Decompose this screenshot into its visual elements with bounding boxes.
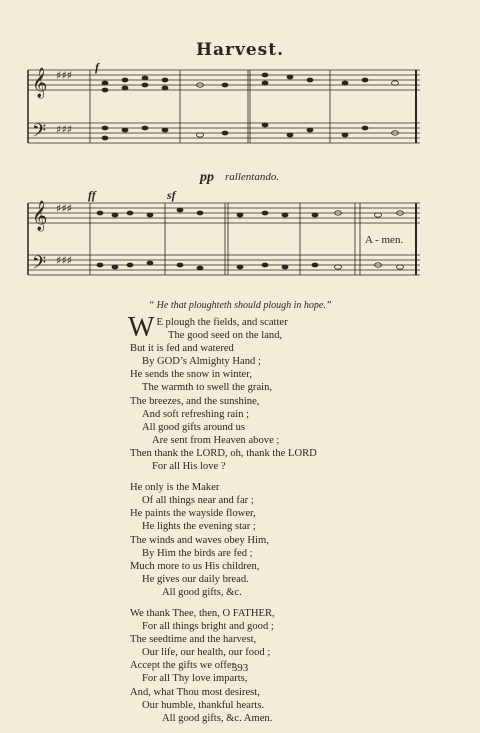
stanza-line: For all Thy love imparts, [142, 673, 248, 685]
stanza-line: For all things bright and good ; [142, 621, 274, 633]
svg-text:𝄢: 𝄢 [32, 121, 47, 146]
tempo-marking: rallentando. [225, 171, 280, 183]
stanza-line: The good seed on the land, [168, 330, 283, 342]
stanza-line: The warmth to swell the grain, [142, 382, 273, 394]
stanza-2 [130, 481, 450, 599]
amen-lyric: A - men. [365, 234, 404, 246]
epigraph: “ He that ploughteth should plough in hope.” [148, 300, 332, 311]
page-number: 393 [231, 662, 249, 674]
stanza-line: We thank Thee, then, O FATHER, [130, 607, 275, 619]
svg-text:♯♯♯: ♯♯♯ [56, 202, 72, 215]
stanza-line: But it is fed and watered [130, 343, 234, 355]
svg-text:𝄞: 𝄞 [32, 201, 48, 231]
stanza-line: For all His love ? [152, 461, 226, 473]
stanza-line: And soft refreshing rain ; [142, 408, 250, 420]
stanza-line: Then thank the LORD, oh, thank the LORD [130, 447, 317, 459]
dynamic-fortissimo: ff [88, 188, 96, 202]
stanza-line: The breezes, and the sunshine, [130, 395, 260, 407]
stanza-line: He lights the evening star ; [142, 521, 256, 533]
stanza-line: He sends the snow in winter, [130, 369, 252, 381]
stanza-line: He paints the wayside flower, [130, 508, 256, 520]
stanza-line: All good gifts around us [142, 421, 245, 433]
stanza-line: And, what Thou most desirest, [130, 686, 260, 698]
stanza-line: Much more to us His children, [130, 560, 260, 572]
stanza-line: All good gifts, &c. Amen. [162, 712, 273, 724]
stanza-line: By Him the birds are fed ; [142, 547, 253, 559]
stanza-line: All good gifts, &c. [162, 586, 242, 598]
stanza-line: Of all things near and far ; [142, 495, 254, 507]
stanza-line: Our humble, thankful hearts. [142, 699, 265, 711]
dynamic-pianissimo: pp [200, 170, 214, 185]
stanza-line: Our life, our health, our food ; [142, 647, 271, 659]
svg-text:♯♯♯: ♯♯♯ [56, 254, 72, 267]
svg-text:𝄞: 𝄞 [32, 68, 48, 98]
dynamic-forte: f [95, 60, 99, 74]
staff-lines [28, 70, 420, 275]
stanza-line: He gives our daily bread. [142, 573, 249, 585]
stanza-line: He only is the Maker [130, 482, 220, 494]
stanza-1 [128, 312, 450, 473]
stanza-line: Accept the gifts we offer [130, 660, 236, 672]
stanza-line: E plough the fields, and scatter [156, 317, 288, 328]
stanza-line: The seedtime and the harvest, [130, 634, 257, 646]
stanza-line: Are sent from Heaven above ; [152, 434, 280, 446]
hymn-title: Harvest. [195, 40, 285, 60]
svg-text:♯♯♯: ♯♯♯ [56, 123, 72, 136]
drop-cap: W [128, 312, 155, 343]
stanza-line: By GOD’s Almighty Hand ; [142, 356, 261, 368]
dynamic-sforzando: sf [167, 188, 176, 202]
notes-system-2 [97, 208, 404, 270]
svg-text:𝄢: 𝄢 [32, 253, 47, 278]
svg-text:♯♯♯: ♯♯♯ [56, 69, 72, 82]
stanza-line: The winds and waves obey Him, [130, 534, 269, 546]
